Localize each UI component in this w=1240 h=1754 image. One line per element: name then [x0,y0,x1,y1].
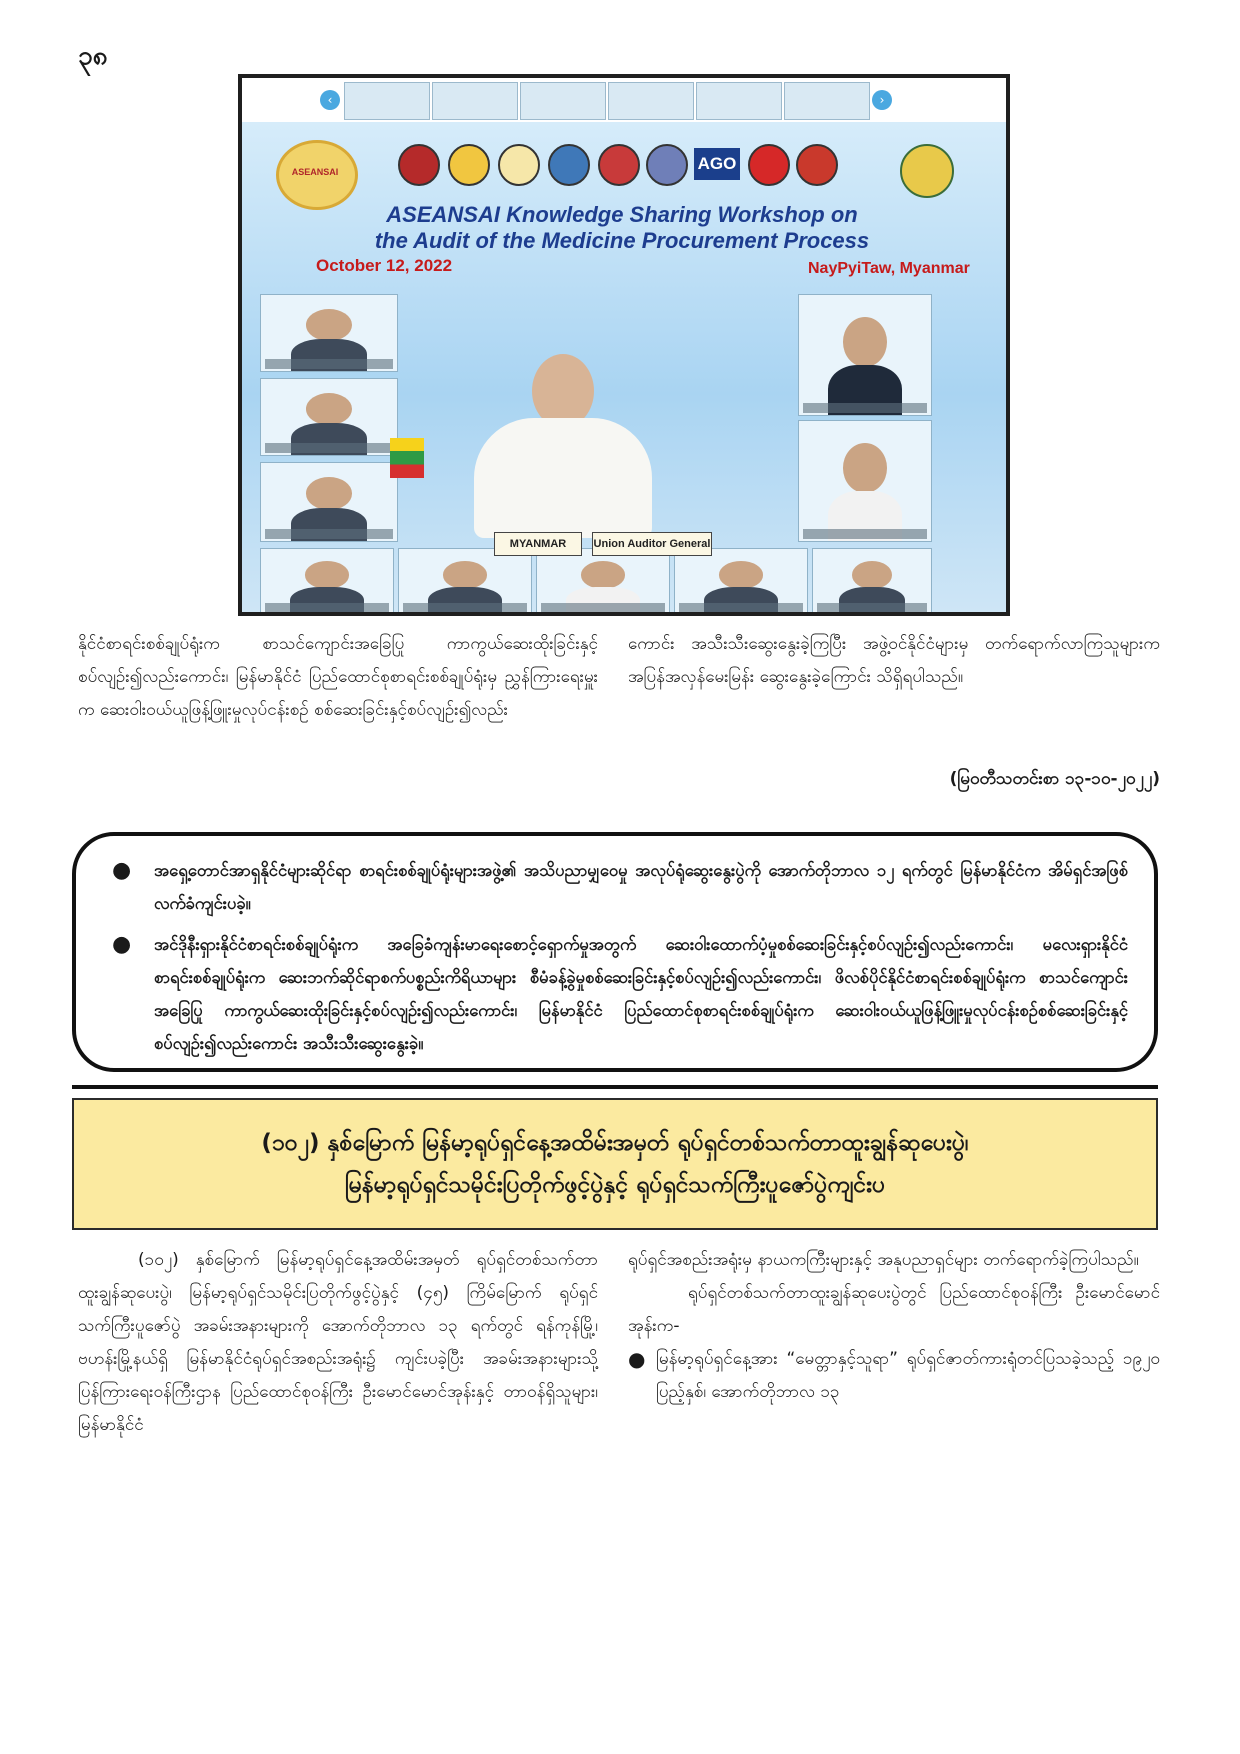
myanmar-logo-icon [646,144,688,186]
article-right-column [628,628,1160,694]
prev-arrow-icon: ‹ [320,90,340,110]
participant-thumbnail [344,82,430,120]
summary-item [104,854,1128,920]
workshop-title [292,202,952,254]
main-speaker-video [414,348,714,562]
workshop-date: October 12, 2022 [316,256,453,275]
summary-list [104,854,1128,1068]
ago-logo: AGO [694,148,740,180]
participant-video-tile [812,548,932,616]
next-arrow-icon: › [872,90,892,110]
summary-text: အင်ဒိုနီးရှားနိုင်ငံစာရင်းစစ်ချုပ်ရုံးက အခြေခံကျန်းမာရေးစောင့်ရှောက်မှုအတွက် ဆေးဝါးထောက်ပံ့မှုစစ်ဆေးခြင်းနှင့်စပ်လျဉ်း၍လည်းကောင်း၊ မလေးရှားနိုင်ငံ စာရင်းစစ်ချုပ်ရုံးက ဆေးဘက်ဆိုင်ရာစက်ပစ္စည်းကိရိယာများ စီမံခန့်ခွဲမှုစစ်ဆေးခြင်းနှင့်စပ်လျဉ်း၍လည်းကောင်း၊ ဖိလစ်ပိုင်နိုင်ငံစာရင်းစစ်ချုပ်ရုံးက စာသင်ကျောင်းအခြေပြု ကာကွယ်ဆေးထိုးခြင်းနှင့်စပ်လျဉ်း၍လည်းကောင်း၊ မြန်မာနိုင်ငံ ပြည်ထောင်စုစာရင်းစစ်ချုပ်ရုံးက ဆေးဝါးဝယ်ယူဖြန့်ဖြူးမှုလုပ်ငန်းစဉ်စစ်ဆေးခြင်းနှင့် စပ်လျဉ်း၍လည်းကောင်း အသီးသီးဆွေးနွေးခဲ့။ [154,935,1128,1053]
brunei-logo-icon [398,144,440,186]
participant-thumbnail [784,82,870,120]
bullet-icon: ● [112,858,132,883]
summary-text: အရှေ့တောင်အာရှနိုင်ငံများဆိုင်ရာ စာရင်းစစ်ချုပ်ရုံးများအဖွဲ့၏ အသိပညာမျှဝေမှု အလုပ်ရုံဆွေးနွေးပွဲကို အောက်တိုဘာလ ၁၂ ရက်တွင် မြန်မာနိုင်ငံက အိမ်ရှင်အဖြစ် လက်ခံကျင်းပခဲ့။ [154,861,1128,913]
participant-thumbnail [520,82,606,120]
summary-box [72,832,1158,1072]
participant-video-tile [798,294,932,416]
emblem-text: ASEANSAI [291,167,339,177]
participant-video-tile [798,420,932,542]
laos-logo-icon [548,144,590,186]
participant-video-tile [260,378,398,456]
section-paragraph: ရုပ်ရှင်တစ်သက်တာထူးချွန်ဆုပေးပွဲတွင် ပြည်ထောင်စုဝန်ကြီး ဦးမောင်မောင်အုန်းက- [628,1283,1160,1336]
participant-video-tile [260,294,398,372]
singapore-logo-icon [748,144,790,186]
malaysia-logo-icon [598,144,640,186]
participant-thumbnail [608,82,694,120]
desk-plate-country: MYANMAR [494,532,582,556]
participant-thumbnail [696,82,782,120]
section-heading [72,1098,1158,1230]
workshop-location: NayPyiTaw, Myanmar [808,260,970,277]
news-source: (မြဝတီသတင်းစာ ၁၃-၁၀-၂၀၂၂) [949,769,1160,789]
article-paragraph: နိုင်ငံစာရင်းစစ်ချုပ်ရုံးက စာသင်ကျောင်းအခြေပြု ကာကွယ်ဆေးထိုးခြင်းနှင့်စပ်လျဉ်း၍လည်းကောင်း၊ မြန်မာနိုင်ငံ ပြည်ထောင်စုစာရင်းစစ်ချုပ်ရုံးမှ ညွှန်ကြားရေးမှူးက ဆေးဝါးဝယ်ယူဖြန့်ဖြူးမှုလုပ်ငန်းစဉ် စစ်ဆေးခြင်းနှင့်စပ်လျဉ်း၍လည်း [78,634,598,720]
section-paragraph: ရုပ်ရှင်အစည်းအရုံးမှ နာယကကြီးများနှင့် အနုပညာရှင်များ တက်ရောက်ခဲ့ကြပါသည်။ [628,1250,1139,1270]
section-divider [72,1085,1158,1089]
desk-plate-role: Union Auditor General [592,532,712,556]
article-left-column [78,628,598,727]
indonesia-logo-icon [498,144,540,186]
participant-video-tile [260,548,394,616]
section-heading-line2: မြန်မာ့ရုပ်ရှင်သမိုင်းပြတိုက်ဖွင့်ပွဲနှင့် ရုပ်ရှင်သက်ကြီးပူဇော်ပွဲကျင်းပ [344,1172,886,1198]
vietnam-logo-icon [796,144,838,186]
section-left-column [78,1244,598,1442]
participant-video-tile [260,462,398,542]
section-point [628,1343,1160,1409]
section-paragraph: (၁၀၂) နှစ်မြောက် မြန်မာ့ရုပ်ရှင်နေ့အထိမ်းအမှတ် ရုပ်ရှင်တစ်သက်တာထူးချွန်ဆုပေးပွဲ၊ မြန်မာ့ရုပ်ရှင်သမိုင်းပြတိုက်ဖွင့်ပွဲနှင့် (၄၅) ကြိမ်မြောက် ရုပ်ရှင်သက်ကြီးပူဇော်ပွဲ အခမ်းအနားများကို အောက်တိုဘာလ ၁၃ ရက်တွင် ရန်ကုန်မြို့၊ ဗဟန်းမြို့နယ်ရှိ မြန်မာနိုင်ငံရုပ်ရှင်အစည်းအရုံး၌ ကျင်းပခဲ့ပြီး အခမ်းအနားများသို့ ပြန်ကြားရေးဝန်ကြီးဌာန ပြည်ထောင်စုဝန်ကြီး ဦးမောင်မောင်အုန်းနှင့် တာဝန်ရှိသူများ၊ မြန်မာနိုင်ငံ [78,1250,598,1435]
section-right-column [628,1244,1160,1409]
thumbnail-strip [242,78,1006,122]
section-point-text: မြန်မာ့ရုပ်ရှင်နေ့အား “မေတ္တာနှင့်သူရာ” ရုပ်ရှင်ဇာတ်ကားရုံတင်ပြသခဲ့သည့် ၁၉၂၀ ပြည့်နှစ်၊ အောက်တိုဘာလ ၁၃ [656,1349,1160,1402]
article-paragraph: ကောင်း အသီးသီးဆွေးနွေးခဲ့ကြပြီး အဖွဲ့ဝင်နိုင်ငံများမှ တက်ရောက်လာကြသူများက အပြန်အလှန်မေးမြန်း ဆွေးနွေးခဲ့ကြောင်း သိရှိရပါသည်။ [628,634,1160,687]
participant-thumbnail [432,82,518,120]
summary-item [104,928,1128,1060]
workshop-title-line1: ASEANSAI Knowledge Sharing Workshop on [386,202,858,227]
aseansai-emblem-icon [276,140,358,210]
section-heading-line1: (၁၀၂) နှစ်မြောက် မြန်မာ့ရုပ်ရှင်နေ့အထိမ်းအမှတ် ရုပ်ရှင်တစ်သက်တာထူးချွန်ဆုပေးပွဲ၊ [261,1130,969,1156]
page-number: ၃၈ [78,41,108,71]
bullet-icon: ● [628,1347,646,1371]
workshop-title-line2: the Audit of the Medicine Procurement Process [374,228,870,253]
workshop-photo [238,74,1010,616]
scales-of-justice-icon [900,144,954,198]
bullet-icon: ● [112,932,132,957]
cambodia-logo-icon [448,144,490,186]
